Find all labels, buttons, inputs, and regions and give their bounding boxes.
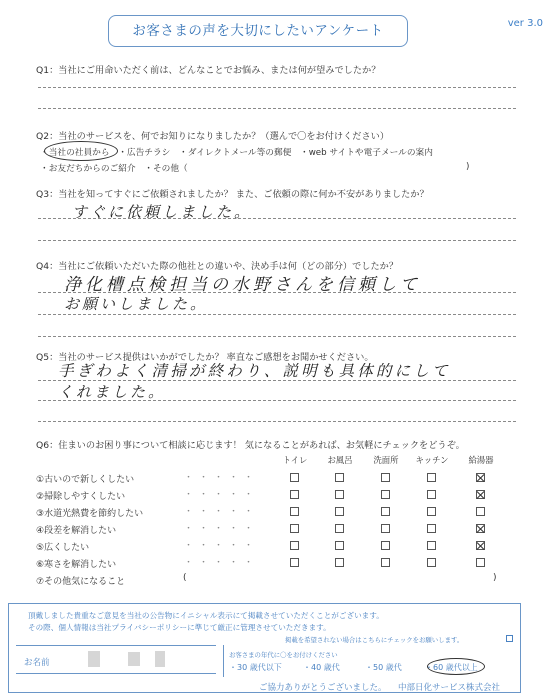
checkbox-kitchen[interactable] xyxy=(427,507,436,516)
checkbox-kitchen[interactable] xyxy=(427,541,436,550)
age-option-60s[interactable]: ・60 歳代以上 xyxy=(425,663,478,672)
age-option-50s[interactable]: ・50 歳代 xyxy=(365,663,402,672)
answer-line xyxy=(38,314,516,315)
checkbox-kitchen[interactable] xyxy=(427,490,436,499)
opt-out-text: 掲載を希望されない場合はこちらにチェックをお願いします。 xyxy=(285,636,464,644)
checkbox-bath[interactable] xyxy=(335,473,344,482)
checkbox-toilet[interactable] xyxy=(290,507,299,516)
question-6: Q6：住まいのお困り事について相談に応じます！ 気になることがあれば、お気軽にチェックをどうぞ。 xyxy=(36,440,465,451)
checkbox-toilet[interactable] xyxy=(290,473,299,482)
question-4: Q4：当社にご依頼いただいた際の他社との違いや、決め手は何（どの部分）でしたか？ xyxy=(36,261,399,272)
name-label: お名前 xyxy=(24,658,50,668)
thanks-message: ご協力ありがとうございました。 xyxy=(259,683,387,693)
checkbox-toilet[interactable] xyxy=(290,558,299,567)
q2-close-paren: ) xyxy=(466,162,470,172)
column-header-kitchen: キッチン xyxy=(415,455,449,465)
checkbox-water-heater[interactable] xyxy=(476,507,485,516)
checkbox-washroom[interactable] xyxy=(381,507,390,516)
q2-options-line2[interactable]: ・お友だちからのご紹介 ・その他（ xyxy=(40,164,188,174)
leader-dots: ・・・・・ xyxy=(184,473,260,483)
opt-out-checkbox[interactable] xyxy=(506,635,513,642)
answer-line xyxy=(38,87,516,88)
checkbox-water-heater[interactable] xyxy=(476,524,485,533)
column-header-bath: お風呂 xyxy=(327,455,353,465)
leader-dots: ・・・・・ xyxy=(184,507,260,517)
checkbox-water-heater[interactable] xyxy=(476,473,485,482)
checkbox-kitchen[interactable] xyxy=(427,473,436,482)
checkbox-washroom[interactable] xyxy=(381,490,390,499)
redaction-block xyxy=(128,652,140,666)
q6-row-label: ⑤広くしたい xyxy=(36,543,90,553)
q5-handwritten-answer-line2: くれました。 xyxy=(58,383,167,401)
q6-row-label: ③水道光熱費を節約したい xyxy=(36,509,144,519)
leader-dots: ・・・・・ xyxy=(184,524,260,534)
checkbox-toilet[interactable] xyxy=(290,490,299,499)
q2-options-line1[interactable]: ・当社の社員から ・広告チラシ ・ダイレクトメール等の郵便 ・web サイトや電子メールの案内 xyxy=(40,148,433,158)
column-header-toilet: トイレ xyxy=(282,455,308,465)
checkbox-kitchen[interactable] xyxy=(427,524,436,533)
survey-title: お客さまの声を大切にしたいアンケート xyxy=(108,15,408,47)
q6-row-label: ⑥寒さを解消したい xyxy=(36,560,117,570)
question-5: Q5：当社のサービス提供はいかがでしたか？ 率直なご感想をお聞かせください。 xyxy=(36,352,374,363)
checkbox-washroom[interactable] xyxy=(381,558,390,567)
version-label: ver 3.0 xyxy=(507,18,543,29)
age-option-30s[interactable]: ・30 歳代以下 xyxy=(229,663,282,672)
selected-age-circle xyxy=(427,658,485,675)
question-3: Q3：当社を知ってすぐにご依頼されましたか？ また、ご依頼の際に何か不安がありましたか？ xyxy=(36,189,429,200)
redaction-block xyxy=(155,651,165,667)
checkbox-water-heater[interactable] xyxy=(476,490,485,499)
q6-other-label: ⑦その他気になること xyxy=(36,577,126,587)
answer-line xyxy=(38,336,516,337)
age-option-40s[interactable]: ・40 歳代 xyxy=(303,663,340,672)
footer-notice-line2: その際、個人情報は当社プライバシーポリシーに準じて厳正に管理させていただきます。 xyxy=(28,623,331,632)
checkbox-bath[interactable] xyxy=(335,541,344,550)
redaction-block xyxy=(88,651,100,667)
footer-vertical-divider xyxy=(223,645,224,677)
q6-row-label: ④段差を解消したい xyxy=(36,526,117,536)
answer-line xyxy=(38,240,516,241)
checkbox-washroom[interactable] xyxy=(381,541,390,550)
q6-other-close-paren: ) xyxy=(493,573,497,583)
age-prompt: お客さまの年代に〇をお付けください xyxy=(229,651,338,659)
name-underline xyxy=(16,673,216,674)
leader-dots: ・・・・・ xyxy=(184,541,260,551)
checkbox-bath[interactable] xyxy=(335,524,344,533)
q3-handwritten-answer: すぐに依頼しました。 xyxy=(72,203,253,221)
checkbox-washroom[interactable] xyxy=(381,473,390,482)
checkbox-bath[interactable] xyxy=(335,490,344,499)
column-header-washroom: 洗面所 xyxy=(373,455,399,465)
footer-divider xyxy=(16,645,216,646)
column-header-water-heater: 給湯器 xyxy=(468,455,494,465)
checkbox-toilet[interactable] xyxy=(290,524,299,533)
question-2: Q2：当社のサービスを、何でお知りになりましたか？（選んで〇をお付けください） xyxy=(36,131,390,142)
q6-row-label: ①古いので新しくしたい xyxy=(36,475,135,485)
q5-handwritten-answer-line1: 手ぎわよく清掃が終わり、説明も具体的にして xyxy=(58,362,451,380)
q4-handwritten-answer-line2: お願いしました。 xyxy=(64,295,209,313)
footer-notice-line1: 頂戴しました貴重なご意見を当社の公告物にイニシャル表示にて掲載させていただくことがございます。 xyxy=(28,611,384,620)
q4-handwritten-answer-line1: 浄化槽点検担当の水野さんを信頼して xyxy=(64,275,421,295)
q6-row-label: ②掃除しやすくしたい xyxy=(36,492,126,502)
answer-line xyxy=(38,108,516,109)
checkbox-water-heater[interactable] xyxy=(476,541,485,550)
checkbox-toilet[interactable] xyxy=(290,541,299,550)
checkbox-kitchen[interactable] xyxy=(427,558,436,567)
q6-other-open-paren: ( xyxy=(183,573,187,583)
question-1: Q1：当社にご用命いただく前は、どんなことでお悩み、または何が望みでしたか？ xyxy=(36,65,381,76)
company-name: 中部日化サービス株式会社 xyxy=(398,683,501,693)
checkbox-washroom[interactable] xyxy=(381,524,390,533)
leader-dots: ・・・・・ xyxy=(184,558,260,568)
checkbox-water-heater[interactable] xyxy=(476,558,485,567)
selected-option-circle xyxy=(44,141,118,161)
checkbox-bath[interactable] xyxy=(335,507,344,516)
leader-dots: ・・・・・ xyxy=(184,490,260,500)
checkbox-bath[interactable] xyxy=(335,558,344,567)
answer-line xyxy=(38,421,516,422)
